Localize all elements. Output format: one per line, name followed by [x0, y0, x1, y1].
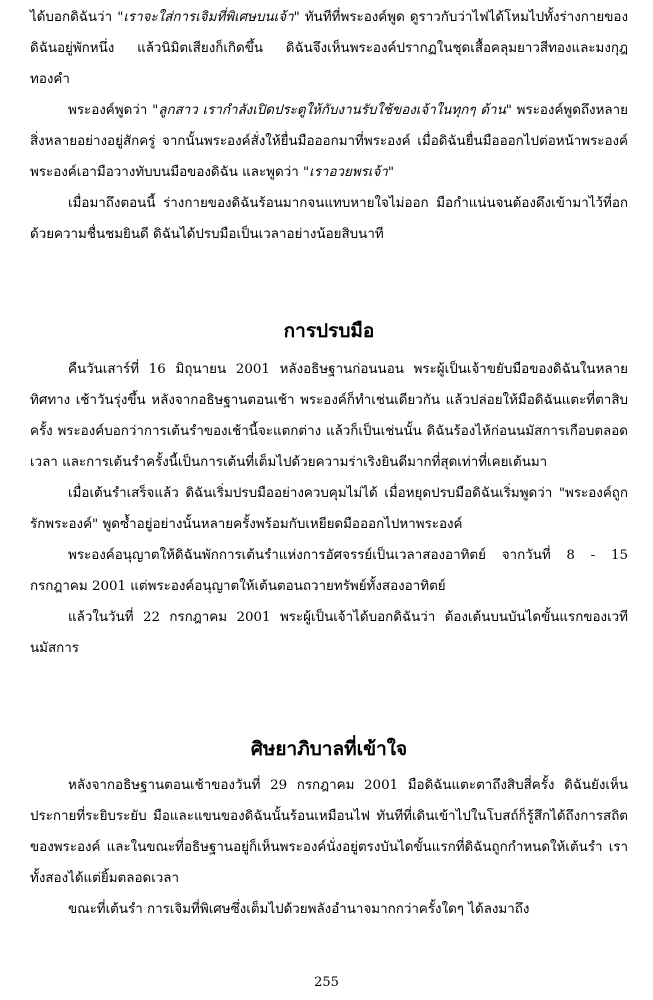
- paragraph: ขณะที่เต้นรำ การเจิมที่พิเศษซึ่งเต็มไปด้วยพลังอำนาจมากกว่าครั้งใดๆ ได้ลงมาถึง: [68, 902, 530, 917]
- paragraph-text: ได้บอกดิฉันว่า: [30, 10, 118, 25]
- quote-text: "เราจะใส่การเจิมที่พิเศษบนเจ้า": [117, 10, 300, 25]
- quote-text: "เราอวยพรเจ้า": [303, 165, 394, 180]
- paragraph-text: พระองค์พูดถึงหลายสิ่งหลายอย่างอยู่สักครู่ จากนั้นพระองค์สั่งให้ยื่นมือออกมาที่พระองค์ เมื่อดิฉันยื่นมือออกไปต่อหน้าพระองค์ พระองค์เอามือวางทับบนมือของดิฉัน และพูดว่า: [30, 103, 628, 180]
- quote-text: "ลูกสาว เรากำลังเปิดประตูให้กับงานรับใช้ของเจ้าในทุกๆ ด้าน": [152, 103, 512, 118]
- paragraph-text: พระองค์พูดว่า: [68, 103, 153, 118]
- section-pastor: [30, 770, 628, 925]
- section-heading: ศิษยาภิบาลที่เข้าใจ: [250, 738, 408, 760]
- paragraph: [30, 95, 628, 188]
- paragraph: แล้วในวันที่ 22 กรกฎาคม 2001 พระผู้เป็นเจ้าได้บอกดิฉันว่า ต้องเต้นบนบันไดขั้นแรกของเวทีนมัสการ: [30, 610, 628, 656]
- section-heading: การปรบมือ: [283, 320, 375, 342]
- paragraph: เมื่อมาถึงตอนนี้ ร่างกายของดิฉันร้อนมากจนแทบหายใจไม่ออก มือกำแน่นจนต้องดึงเข้ามาไว้ที่อก ด้วยความชื่นชมยินดี ดิฉันได้ปรบมือเป็นเวลาอย่างน้อยสิบนาที: [30, 196, 628, 242]
- page-number: 255: [314, 975, 339, 990]
- section-continued: [30, 2, 628, 250]
- book-page: [30, 0, 628, 1000]
- paragraph-text: ทันทีที่พระองค์พูด ดูราวกับว่าไฟได้โหมไปทั้งร่างกายของดิฉันอยู่พักหนึ่ง แล้วนิมิตเสียงก็เกิดขึ้น ดิฉันจึงเห็นพระองค์ปรากฏในชุดเสื้อคลุมยาวสีทองและมงกุฎทองคำ: [30, 10, 628, 87]
- paragraph: [30, 2, 628, 95]
- paragraph: เมื่อเต้นรำเสร็จแล้ว ดิฉันเริ่มปรบมืออย่างควบคุมไม่ได้ เมื่อหยุดปรบมือดิฉันเริ่มพูดว่า "พระองค์ถูกรักพระองค์" พูดซ้ำอยู่อย่างนั้นหลายครั้งพร้อมกับเหยียดมือออกไปหาพระองค์: [30, 486, 628, 532]
- section-clapping: [30, 354, 628, 664]
- paragraph: คืนวันเสาร์ที่ 16 มิถุนายน 2001 หลังอธิษฐานก่อนนอน พระผู้เป็นเจ้าขยับมือของดิฉันในหลายทิศทาง เช้าวันรุ่งขึ้น หลังจากอธิษฐานตอนเช้า พระองค์ก็ทำเช่นเดียวกัน แล้วปล่อยให้มือดิฉันแตะที่ตาสิบครั้ง พระองค์บอกว่าการเต้นรำของเช้านี้จะแตกต่าง แล้วก็เป็นเช่นนั้น ดิฉันร้องไห้ก่อนนมัสการเกือบตลอดเวลา และการเต้นรำครั้งนี้เป็นการเต้นที่เต็มไปด้วยความร่าเริงยินดีมากที่สุดเท่าที่เคยเต้นมา: [30, 362, 628, 470]
- paragraph: พระองค์อนุญาตให้ดิฉันพักการเต้นรำแห่งการอัศจรรย์เป็นเวลาสองอาทิตย์ จากวันที่ 8 - 15 กรกฎาคม 2001 แต่พระองค์อนุญาตให้เต้นตอนถวายทรัพย์ทั้งสองอาทิตย์: [30, 548, 628, 594]
- paragraph: หลังจากอธิษฐานตอนเช้าของวันที่ 29 กรกฎาคม 2001 มือดิฉันแตะตาถึงสิบสี่ครั้ง ดิฉันยังเห็นประกายที่ระยิบระยับ มือและแขนของดิฉันนั้นร้อนเหมือนไฟ ทันทีที่เดินเข้าไปในโบสถ์ก็รู้สึกได้ถึงการสถิตของพระองค์ และในขณะที่อธิษฐานอยู่ก็เห็นพระองค์นั่งอยู่ตรงบันไดขั้นแรกที่ดิฉันถูกกำหนดให้เต้นรำ เราทั้งสองได้แต่ยิ้มตลอดเวลา: [30, 778, 628, 886]
